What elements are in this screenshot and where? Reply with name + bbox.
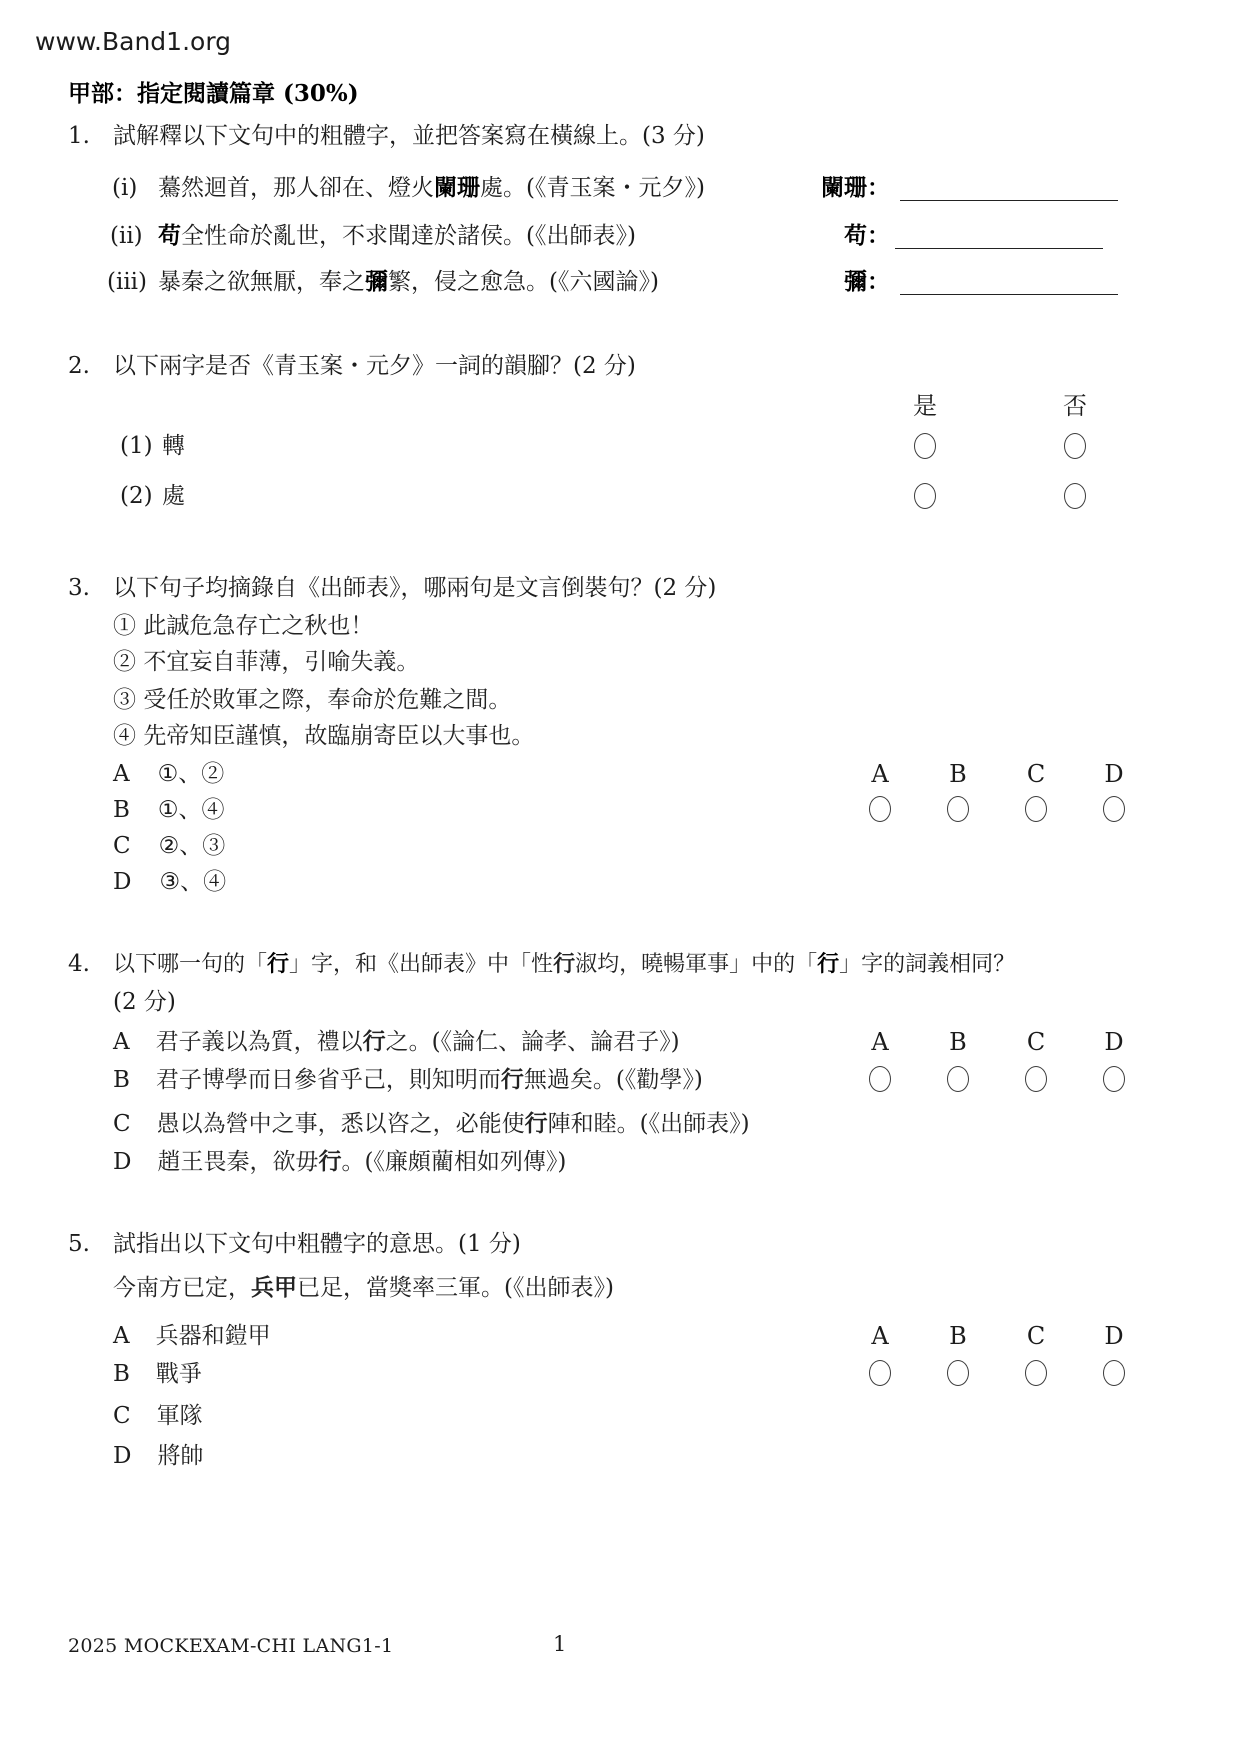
q3-option xyxy=(113,830,225,862)
q4-option: C 愚以為營中之事，悉以咨之，必能使行陣和睦。(《出師表》) xyxy=(113,1110,750,1137)
answer-bubble-yes[interactable] xyxy=(914,483,936,509)
q3-statement: ① 此誠危急存亡之秋也！ xyxy=(113,613,374,639)
bold-term: 行 xyxy=(318,1148,342,1175)
q3-number: 3. xyxy=(68,575,90,601)
q3-option xyxy=(113,794,225,826)
circled-number: ② xyxy=(113,649,136,675)
answer-bubble-c[interactable] xyxy=(1025,1360,1047,1386)
q1-answer-line[interactable] xyxy=(895,248,1103,249)
answer-bubble-a[interactable] xyxy=(869,1360,891,1386)
bold-term: 行 xyxy=(267,951,290,977)
q3-statement: ② 不宜妄自菲薄，引喻失義。 xyxy=(113,649,420,675)
q4-option: B 君子博學而日參省乎己，則知明而行無過矣。(《勸學》) xyxy=(113,1066,703,1093)
q3-option xyxy=(113,866,226,898)
q2-number: 2. xyxy=(68,353,90,379)
q1-item-label: (i) xyxy=(112,175,138,201)
yes-header: 是 xyxy=(913,392,937,420)
q2-row-label: (2) xyxy=(120,483,153,509)
answer-bubble-d[interactable] xyxy=(1103,1360,1125,1386)
q2-row-char: 轉 xyxy=(162,433,185,459)
bold-term: 行 xyxy=(553,951,576,977)
q4-option: D 趙王畏秦，欲毋行。(《廉頗藺相如列傳》) xyxy=(113,1148,567,1175)
q4-number: 4. xyxy=(68,951,90,977)
q2-text: 以下兩字是否《青玉案・元夕》一詞的韻腳？(2 分) xyxy=(113,353,636,379)
q3-answer-bubbles xyxy=(841,796,1153,830)
option-letter: D xyxy=(113,869,132,895)
option-letter: B xyxy=(113,797,130,823)
q5-option: A 兵器和鎧甲 xyxy=(113,1323,271,1349)
q4-answer-letters: A B C D xyxy=(871,1028,1124,1056)
q4-option: A 君子義以為質，禮以行之。(《論仁、論孝、論君子》) xyxy=(113,1028,680,1055)
q2-column-headers xyxy=(850,390,1150,422)
bold-term: 行 xyxy=(524,1110,548,1137)
q3-answer-letters: A B C D xyxy=(871,760,1124,788)
option-letter: A xyxy=(113,1029,130,1055)
q5-answer-bubbles xyxy=(841,1360,1153,1394)
q3-statement: ④ 先帝知臣謹慎，故臨崩寄臣以大事也。 xyxy=(113,723,535,749)
option-letter: B xyxy=(113,1067,130,1093)
answer-bubble-a[interactable] xyxy=(869,1066,891,1092)
q2-row-label: (1) xyxy=(120,433,153,459)
answer-bubble-b[interactable] xyxy=(947,1066,969,1092)
no-header: 否 xyxy=(1063,392,1087,420)
q4-stem-line2: (2 分) xyxy=(113,989,176,1015)
q5-option: D 將帥 xyxy=(113,1443,204,1469)
q5-option: C 軍隊 xyxy=(113,1403,203,1429)
q2-bubble-row xyxy=(850,483,1150,517)
q1-item-label: (ii) xyxy=(110,223,143,249)
answer-bubble-b[interactable] xyxy=(947,1360,969,1386)
answer-bubble-c[interactable] xyxy=(1025,796,1047,822)
option-letter: C xyxy=(113,833,131,859)
option-text: ①、④ xyxy=(157,797,225,823)
q2-bubble-row xyxy=(850,433,1150,467)
q5-option: B 戰爭 xyxy=(113,1361,202,1387)
section-title: 甲部：指定閱讀篇章 (30%) xyxy=(68,80,359,107)
q4-stem: 以下哪一句的「行」字，和《出師表》中「性行淑均，曉暢軍事」中的「行」字的詞義相同？ xyxy=(113,951,1016,977)
q5-number: 5. xyxy=(68,1231,90,1257)
option-letter: A xyxy=(113,1323,130,1349)
option-text: ①、② xyxy=(157,761,225,787)
q3-statement: ③ 受任於敗軍之際，奉命於危難之間。 xyxy=(113,687,512,713)
bold-term: 行 xyxy=(500,1066,524,1093)
bold-term: 闌珊 xyxy=(434,174,480,201)
site-watermark: www.Band1.org xyxy=(35,27,232,56)
answer-bubble-yes[interactable] xyxy=(914,433,936,459)
q1-item-sentence: 驀然迴首，那人卻在、燈火闌珊處。(《青玉案・元夕》) xyxy=(158,174,705,201)
answer-bubble-a[interactable] xyxy=(869,796,891,822)
answer-bubble-no[interactable] xyxy=(1064,433,1086,459)
bold-term: 彌 xyxy=(365,268,388,295)
option-letter: D xyxy=(113,1149,132,1175)
q3-text: 以下句子均摘錄自《出師表》，哪兩句是文言倒裝句？(2 分) xyxy=(113,575,717,601)
q5-sentence: 今南方已定，兵甲已足，當獎率三軍。(《出師表》) xyxy=(113,1274,614,1301)
bold-term: 兵甲 xyxy=(251,1274,297,1301)
option-text: ②、③ xyxy=(158,833,226,859)
footer-code: 2025 MOCKEXAM-CHI LANG1-1 xyxy=(68,1635,394,1657)
circled-number: ④ xyxy=(113,723,136,749)
q1-answer-line[interactable] xyxy=(900,294,1118,295)
q1-answer-line[interactable] xyxy=(900,200,1118,201)
answer-bubble-c[interactable] xyxy=(1025,1066,1047,1092)
option-letter: C xyxy=(113,1403,131,1429)
q5-answer-letters: A B C D xyxy=(871,1322,1124,1350)
bold-term: 行 xyxy=(362,1028,386,1055)
page-number: 1 xyxy=(553,1632,567,1656)
q4-answer-bubbles xyxy=(841,1066,1153,1100)
circled-number: ① xyxy=(113,613,136,639)
q2-row-char: 處 xyxy=(162,483,185,509)
q1-item-sentence: 苟全性命於亂世，不求聞達於諸侯。(《出師表》) xyxy=(158,222,636,249)
option-letter: C xyxy=(113,1111,131,1137)
option-letter: A xyxy=(113,761,130,787)
answer-bubble-b[interactable] xyxy=(947,796,969,822)
option-letter: D xyxy=(113,1443,132,1469)
q5-text: 試指出以下文句中粗體字的意思。(1 分) xyxy=(113,1231,521,1257)
answer-bubble-d[interactable] xyxy=(1103,1066,1125,1092)
circled-number: ③ xyxy=(113,687,136,713)
q3-option xyxy=(113,758,224,790)
option-letter: B xyxy=(113,1361,130,1387)
q1-text: 試解釋以下文句中的粗體字，並把答案寫在橫線上。(3 分) xyxy=(113,123,705,149)
answer-bubble-no[interactable] xyxy=(1064,483,1086,509)
answer-bubble-d[interactable] xyxy=(1103,796,1125,822)
q1-number: 1. xyxy=(68,123,90,149)
q1-item-label: (iii) xyxy=(107,269,148,295)
q1-answer-label: 苟： xyxy=(844,222,890,249)
q1-answer-label: 闌珊： xyxy=(821,174,890,201)
q1-answer-label: 彌： xyxy=(844,268,890,295)
q1-item-sentence: 暴秦之欲無厭，奉之彌繁，侵之愈急。(《六國論》) xyxy=(158,268,659,295)
option-text: ③、④ xyxy=(159,869,227,895)
bold-term: 行 xyxy=(817,951,840,977)
bold-term: 苟 xyxy=(158,222,181,249)
